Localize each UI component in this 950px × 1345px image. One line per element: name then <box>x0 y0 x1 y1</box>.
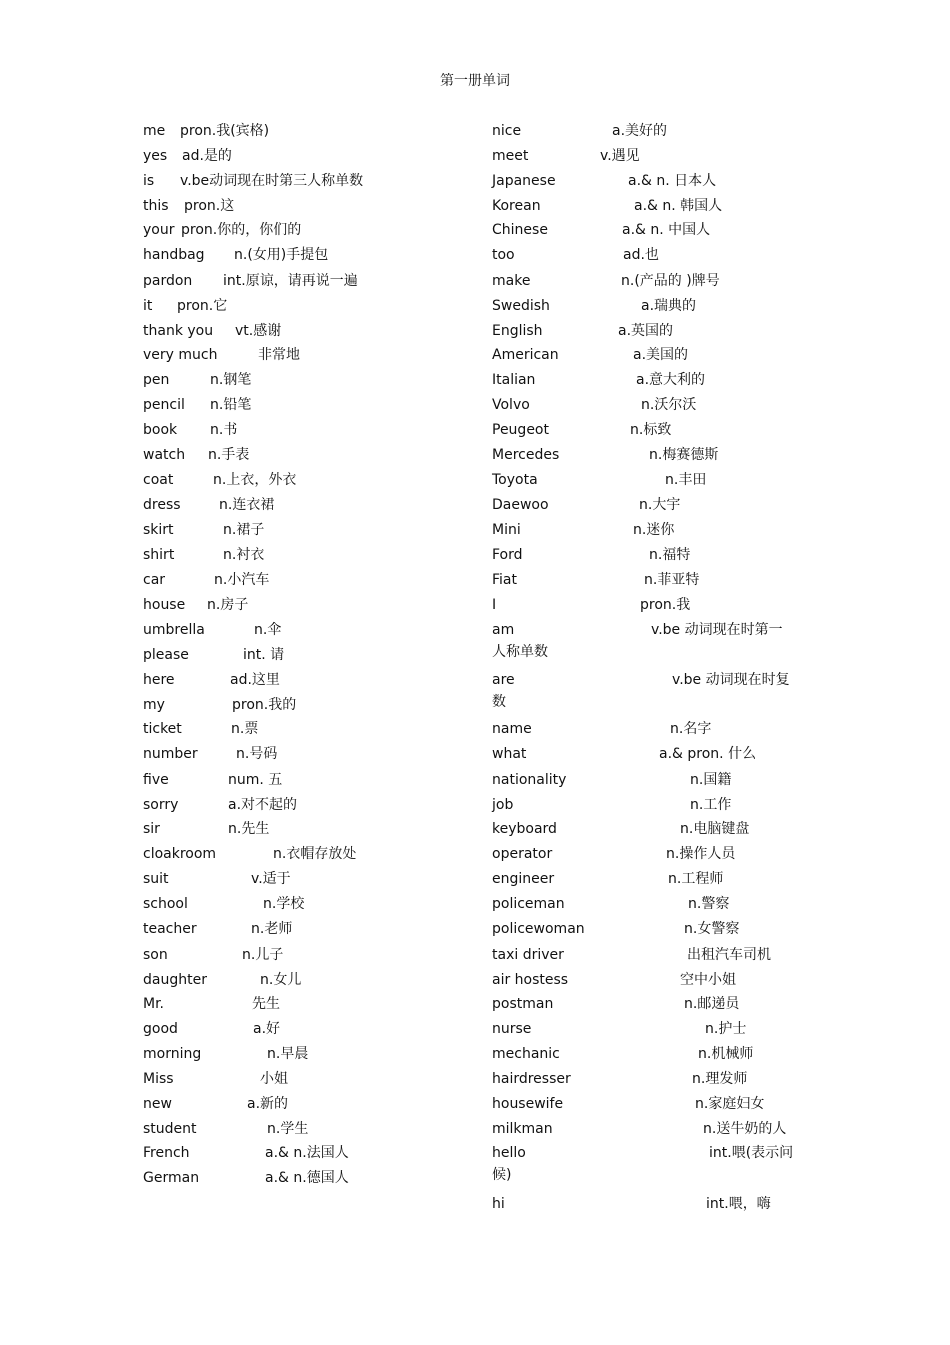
vocab-definition: a.对不起的 <box>228 797 298 813</box>
vocab-word: book <box>143 422 178 438</box>
left-vocab-entry <box>143 945 463 965</box>
vocab-word: Japanese <box>492 173 556 189</box>
vocab-word: French <box>143 1145 190 1161</box>
vocab-definition: n.学校 <box>263 896 305 912</box>
vocab-definition: pron.我 <box>640 597 691 613</box>
vocab-definition: n.理发师 <box>692 1071 748 1087</box>
left-vocab-entry <box>143 395 463 415</box>
right-vocab-entry <box>492 520 812 540</box>
right-vocab-entry <box>492 395 812 415</box>
vocab-definition: n.迷你 <box>633 522 675 538</box>
vocab-word: sorry <box>143 797 179 813</box>
vocab-definition: a.意大利的 <box>636 372 706 388</box>
vocab-word: umbrella <box>143 622 205 638</box>
vocab-word: Mr. <box>143 996 164 1012</box>
vocab-word: good <box>143 1021 178 1037</box>
vocab-definition: n.机械师 <box>698 1046 754 1062</box>
right-vocab-entry <box>492 570 812 590</box>
left-vocab-entry <box>143 744 463 764</box>
vocab-definition-continued: 数 <box>492 694 506 710</box>
vocab-definition: ad.也 <box>623 247 659 263</box>
vocab-definition: 先生 <box>252 996 280 1012</box>
left-vocab-entry <box>143 196 463 216</box>
vocab-word: house <box>143 597 186 613</box>
vocab-definition: n.工作 <box>690 797 732 813</box>
vocab-definition: n.铅笔 <box>210 397 252 413</box>
vocab-definition: n.女警察 <box>684 921 740 937</box>
vocab-definition: n.送牛奶的人 <box>703 1121 787 1137</box>
vocab-definition: n.女儿 <box>260 972 302 988</box>
vocab-word: housewife <box>492 1096 564 1112</box>
vocab-definition: n.菲亚特 <box>644 572 700 588</box>
vocab-word: Mini <box>492 522 521 538</box>
vocab-definition: n.儿子 <box>242 947 284 963</box>
vocab-word: Fiat <box>492 572 517 588</box>
vocab-word: nationality <box>492 772 567 788</box>
vocab-word: your <box>143 222 175 238</box>
right-vocab-entry <box>492 220 812 240</box>
right-vocab-entry <box>492 595 812 615</box>
vocab-word: taxi driver <box>492 947 564 963</box>
vocab-word: five <box>143 772 169 788</box>
left-vocab-entry <box>143 844 463 864</box>
vocab-word: nurse <box>492 1021 532 1037</box>
vocab-definition: n.(女用)手提包 <box>234 247 329 263</box>
vocab-word: Toyota <box>492 472 538 488</box>
right-vocab-column <box>492 0 822 1345</box>
vocab-definition: n.邮递员 <box>684 996 740 1012</box>
vocab-word: hairdresser <box>492 1071 571 1087</box>
left-vocab-entry <box>143 1044 463 1064</box>
vocab-word: policeman <box>492 896 565 912</box>
vocab-word: my <box>143 697 165 713</box>
vocab-definition: 小姐 <box>260 1071 288 1087</box>
vocab-definition: pron.我的 <box>232 697 297 713</box>
vocab-definition: 非常地 <box>258 347 300 363</box>
vocab-word: keyboard <box>492 821 557 837</box>
vocab-word: skirt <box>143 522 174 538</box>
right-vocab-entry <box>492 420 812 440</box>
vocab-definition: a.新的 <box>247 1096 289 1112</box>
vocab-definition: n.上衣，外衣 <box>213 472 297 488</box>
vocab-word: American <box>492 347 559 363</box>
vocab-word: cloakroom <box>143 846 217 862</box>
left-vocab-entry <box>143 695 463 715</box>
left-vocab-entry <box>143 345 463 365</box>
left-vocab-entry <box>143 919 463 939</box>
left-vocab-entry <box>143 220 463 240</box>
vocab-word: very much <box>143 347 218 363</box>
right-vocab-entry <box>492 1119 812 1139</box>
vocab-definition: v.be动词现在时第三人称单数 <box>180 173 364 189</box>
vocab-word: mechanic <box>492 1046 560 1062</box>
page-title: 第一册单词 <box>440 73 510 89</box>
vocab-word: morning <box>143 1046 202 1062</box>
vocab-definition: n.裙子 <box>223 522 265 538</box>
vocab-word: operator <box>492 846 553 862</box>
vocab-word: daughter <box>143 972 207 988</box>
vocab-word: Swedish <box>492 298 550 314</box>
vocab-definition: v.be 动词现在时第一 <box>651 622 783 638</box>
left-vocab-entry <box>143 121 463 141</box>
vocab-word: policewoman <box>492 921 585 937</box>
vocab-definition: 空中小姐 <box>680 972 736 988</box>
vocab-definition: int.喂(表示问 <box>709 1145 794 1161</box>
vocab-definition: a.美好的 <box>612 123 668 139</box>
left-vocab-entry <box>143 1119 463 1139</box>
vocab-word: it <box>143 298 153 314</box>
vocab-word: hello <box>492 1145 526 1161</box>
vocab-word: pardon <box>143 273 193 289</box>
vocab-definition: n.衣帽存放处 <box>273 846 357 862</box>
vocab-word: air hostess <box>492 972 569 988</box>
left-vocab-entry <box>143 296 463 316</box>
right-vocab-entry <box>492 770 812 790</box>
vocab-definition: a.美国的 <box>633 347 689 363</box>
left-vocab-entry <box>143 370 463 390</box>
right-vocab-entry <box>492 296 812 316</box>
left-vocab-entry <box>143 1069 463 1089</box>
right-vocab-entry <box>492 869 812 889</box>
right-vocab-entry <box>492 719 812 739</box>
right-vocab-entry <box>492 1019 812 1039</box>
vocab-definition: n.护士 <box>705 1021 747 1037</box>
vocab-definition: n.钢笔 <box>210 372 252 388</box>
left-vocab-entry <box>143 146 463 166</box>
vocab-word: Peugeot <box>492 422 549 438</box>
right-vocab-entry <box>492 819 812 839</box>
left-vocab-entry <box>143 869 463 889</box>
left-vocab-entry <box>143 719 463 739</box>
vocab-word: student <box>143 1121 197 1137</box>
vocab-definition: 出租汽车司机 <box>687 947 771 963</box>
vocab-definition: pron.我(宾格) <box>180 123 270 139</box>
right-vocab-entry <box>492 1044 812 1064</box>
vocab-definition: n.(产品的 )牌号 <box>621 273 720 289</box>
vocab-word: car <box>143 572 166 588</box>
right-vocab-entry <box>492 271 812 291</box>
vocab-definition: v.遇见 <box>600 148 640 164</box>
vocab-word: Italian <box>492 372 536 388</box>
vocab-word: pen <box>143 372 170 388</box>
left-vocab-entry <box>143 420 463 440</box>
vocab-definition: n.警察 <box>688 896 730 912</box>
left-vocab-entry <box>143 620 463 640</box>
vocab-word: teacher <box>143 921 197 937</box>
vocab-definition: n.号码 <box>236 746 278 762</box>
vocab-word: is <box>143 173 155 189</box>
vocab-word: watch <box>143 447 186 463</box>
vocab-definition: int. 请 <box>243 647 285 663</box>
right-vocab-entry <box>492 894 812 914</box>
vocab-definition: vt.感谢 <box>235 323 282 339</box>
vocab-definition: int.原谅，请再说一遍 <box>223 273 358 289</box>
left-vocab-column <box>143 0 473 1345</box>
vocab-word: I <box>492 597 497 613</box>
right-vocab-entry <box>492 495 812 515</box>
right-vocab-entry <box>492 196 812 216</box>
vocab-word: please <box>143 647 189 663</box>
right-vocab-entry <box>492 670 812 712</box>
vocab-word: Ford <box>492 547 523 563</box>
vocab-word: are <box>492 672 515 688</box>
vocab-word: Chinese <box>492 222 548 238</box>
vocab-word: milkman <box>492 1121 553 1137</box>
vocab-word: here <box>143 672 175 688</box>
vocab-word: suit <box>143 871 169 887</box>
vocab-definition: n.小汽车 <box>214 572 270 588</box>
vocab-definition: n.梅赛德斯 <box>649 447 719 463</box>
vocab-word: ticket <box>143 721 182 737</box>
right-vocab-entry <box>492 994 812 1014</box>
vocab-word: English <box>492 323 543 339</box>
left-vocab-entry <box>143 1019 463 1039</box>
left-vocab-entry <box>143 645 463 665</box>
left-vocab-entry <box>143 770 463 790</box>
vocab-word: postman <box>492 996 554 1012</box>
vocab-definition: n.丰田 <box>665 472 707 488</box>
vocab-word: yes <box>143 148 168 164</box>
left-vocab-entry <box>143 245 463 265</box>
vocab-word: coat <box>143 472 174 488</box>
vocab-definition: n.福特 <box>649 547 691 563</box>
vocab-word: job <box>492 797 514 813</box>
vocab-word: son <box>143 947 168 963</box>
left-vocab-entry <box>143 1168 463 1188</box>
right-vocab-entry <box>492 545 812 565</box>
vocab-definition: num. 五 <box>228 772 283 788</box>
vocab-definition: n.大宇 <box>639 497 681 513</box>
right-vocab-entry <box>492 919 812 939</box>
vocab-word: what <box>492 746 527 762</box>
left-vocab-entry <box>143 545 463 565</box>
vocab-definition: n.伞 <box>254 622 282 638</box>
vocab-definition: n.房子 <box>207 597 249 613</box>
vocab-definition: ad.这里 <box>230 672 280 688</box>
vocab-word: German <box>143 1170 200 1186</box>
right-vocab-entry <box>492 844 812 864</box>
vocab-word: pencil <box>143 397 185 413</box>
vocab-definition-continued: 人称单数 <box>492 644 548 660</box>
vocab-definition: n.连衣裙 <box>219 497 275 513</box>
left-vocab-entry <box>143 445 463 465</box>
vocab-word: too <box>492 247 515 263</box>
vocab-definition: n.早晨 <box>267 1046 309 1062</box>
vocab-definition: n.国籍 <box>690 772 732 788</box>
vocab-definition: a.英国的 <box>618 323 674 339</box>
right-vocab-entry <box>492 370 812 390</box>
vocab-definition: ad.是的 <box>182 148 232 164</box>
vocab-definition-continued: 候) <box>492 1167 512 1183</box>
vocab-word: meet <box>492 148 529 164</box>
vocab-definition: n.衬衣 <box>223 547 265 563</box>
vocab-word: name <box>492 721 532 737</box>
vocab-word: new <box>143 1096 172 1112</box>
vocab-definition: int.喂，嗨 <box>706 1196 771 1212</box>
vocab-definition: v.适于 <box>251 871 291 887</box>
vocab-definition: a.& n.德国人 <box>265 1170 349 1186</box>
vocab-definition: n.书 <box>210 422 238 438</box>
vocab-word: Volvo <box>492 397 530 413</box>
vocab-word: am <box>492 622 515 638</box>
vocab-word: me <box>143 123 166 139</box>
right-vocab-entry <box>492 470 812 490</box>
right-vocab-entry <box>492 970 812 990</box>
right-vocab-entry <box>492 1143 812 1185</box>
right-vocab-entry <box>492 146 812 166</box>
vocab-definition: n.学生 <box>267 1121 309 1137</box>
right-vocab-entry <box>492 744 812 764</box>
left-vocab-entry <box>143 994 463 1014</box>
vocab-definition: n.老师 <box>251 921 293 937</box>
vocab-word: make <box>492 273 531 289</box>
left-vocab-entry <box>143 470 463 490</box>
vocab-definition: n.操作人员 <box>666 846 736 862</box>
vocab-definition: n.工程师 <box>668 871 724 887</box>
vocab-word: engineer <box>492 871 555 887</box>
vocab-definition: n.家庭妇女 <box>695 1096 765 1112</box>
right-vocab-entry <box>492 445 812 465</box>
left-vocab-entry <box>143 595 463 615</box>
vocab-definition: n.手表 <box>208 447 250 463</box>
vocab-definition: a.& n. 日本人 <box>628 173 717 189</box>
vocab-definition: n.标致 <box>630 422 672 438</box>
left-vocab-entry <box>143 495 463 515</box>
right-vocab-entry <box>492 1069 812 1089</box>
left-vocab-entry <box>143 271 463 291</box>
vocab-definition: pron.这 <box>184 198 235 214</box>
vocab-word: dress <box>143 497 181 513</box>
right-vocab-entry <box>492 171 812 191</box>
left-vocab-entry <box>143 321 463 341</box>
right-vocab-entry <box>492 945 812 965</box>
vocab-definition: a.& n. 中国人 <box>622 222 711 238</box>
right-vocab-entry <box>492 1094 812 1114</box>
vocab-definition: n.票 <box>231 721 259 737</box>
left-vocab-entry <box>143 171 463 191</box>
vocab-definition: n.沃尔沃 <box>641 397 697 413</box>
left-vocab-entry <box>143 1143 463 1163</box>
vocab-definition: v.be 动词现在时复 <box>672 672 790 688</box>
vocab-definition: pron.你的，你们的 <box>181 222 302 238</box>
left-vocab-entry <box>143 570 463 590</box>
vocab-word: nice <box>492 123 522 139</box>
vocab-definition: a.& n.法国人 <box>265 1145 349 1161</box>
left-vocab-entry <box>143 1094 463 1114</box>
vocab-word: sir <box>143 821 160 837</box>
vocab-definition: n.先生 <box>228 821 270 837</box>
right-vocab-entry <box>492 795 812 815</box>
vocab-word: school <box>143 896 188 912</box>
vocab-word: Daewoo <box>492 497 549 513</box>
vocab-definition: a.瑞典的 <box>641 298 697 314</box>
vocab-word: shirt <box>143 547 175 563</box>
left-vocab-entry <box>143 819 463 839</box>
vocab-word: handbag <box>143 247 205 263</box>
left-vocab-entry <box>143 894 463 914</box>
right-vocab-entry <box>492 1194 812 1214</box>
vocab-word: number <box>143 746 198 762</box>
vocab-definition: a.& pron. 什么 <box>659 746 757 762</box>
right-vocab-entry <box>492 321 812 341</box>
vocab-definition: a.好 <box>253 1021 281 1037</box>
vocab-definition: n.名字 <box>670 721 712 737</box>
vocab-definition: n.电脑键盘 <box>680 821 750 837</box>
vocab-definition: a.& n. 韩国人 <box>634 198 723 214</box>
vocab-word: Korean <box>492 198 541 214</box>
vocab-word: hi <box>492 1196 505 1212</box>
right-vocab-entry <box>492 121 812 141</box>
left-vocab-entry <box>143 670 463 690</box>
vocab-definition: pron.它 <box>177 298 228 314</box>
vocab-word: Miss <box>143 1071 174 1087</box>
right-vocab-entry <box>492 245 812 265</box>
vocab-word: thank you <box>143 323 214 339</box>
vocab-word: this <box>143 198 169 214</box>
left-vocab-entry <box>143 795 463 815</box>
right-vocab-entry <box>492 345 812 365</box>
vocab-word: Mercedes <box>492 447 560 463</box>
right-vocab-entry <box>492 620 812 662</box>
left-vocab-entry <box>143 970 463 990</box>
left-vocab-entry <box>143 520 463 540</box>
